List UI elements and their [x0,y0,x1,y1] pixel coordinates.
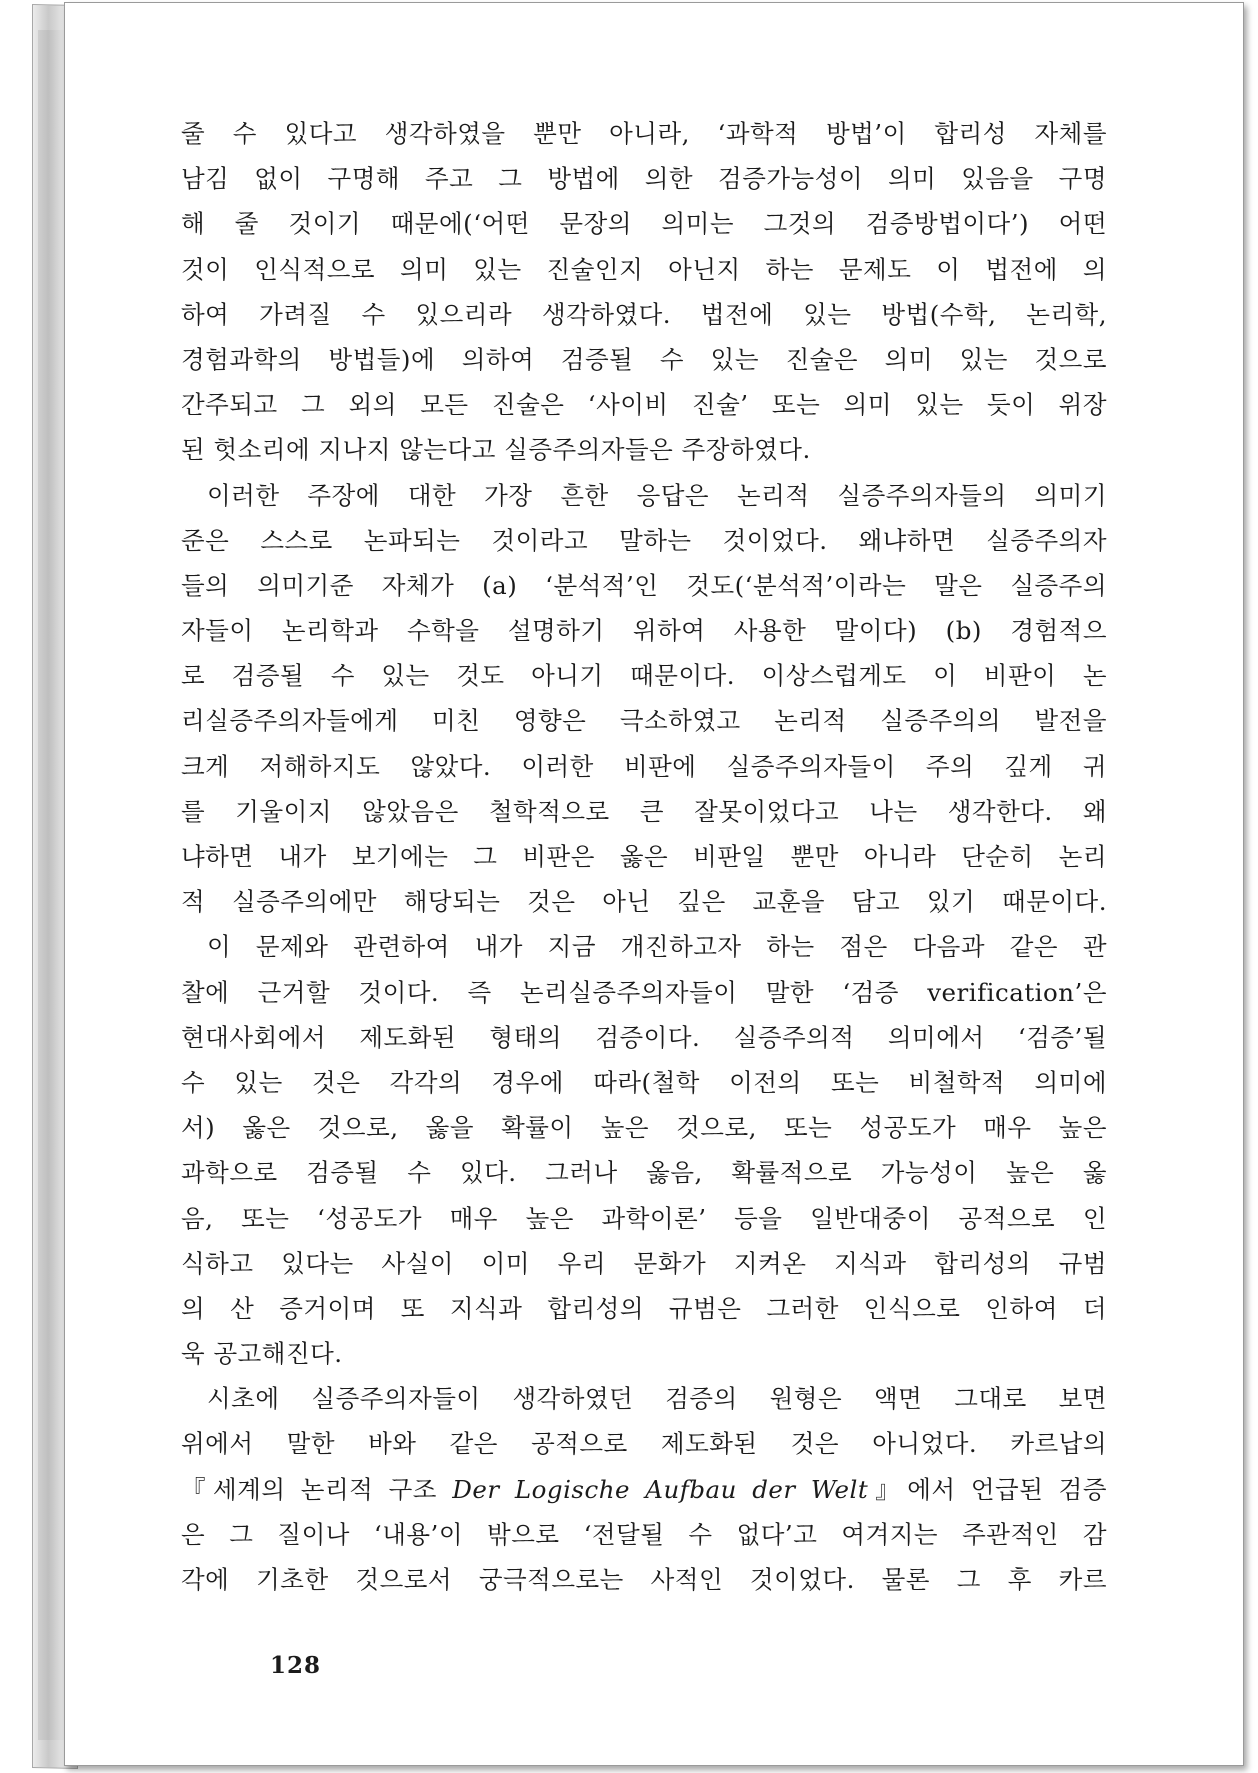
text-line: 경험과학의 방법들)에 의하여 검증될 수 있는 진술은 의미 있는 것으로 [181,344,1107,374]
text-line: 리실증주의자들에게 미친 영향은 극소하였고 논리적 실증주의의 발전을 [181,706,1107,736]
text-line: 과학으로 검증될 수 있다. 그러나 옳음, 확률적으로 가능성이 높은 옳 [181,1158,1107,1188]
text-line: 들의 의미기준 자체가 (a) ‘분석적’인 것도(‘분석적’이라는 말은 실증주의 [181,570,1107,600]
text-line: 수 있는 것은 각각의 경우에 따라(철학 이전의 또는 비철학적 의미에 [181,1067,1107,1097]
text-line: 위에서 말한 바와 같은 공적으로 제도화된 것은 아니었다. 카르납의 [181,1429,1107,1459]
paragraph-start-line: 이 문제와 관련하여 내가 지금 개진하고자 하는 점은 다음과 같은 관 [207,932,1107,962]
text-line: 크게 저해하지도 않았다. 이러한 비판에 실증주의자들이 주의 깊게 귀 [181,751,1107,781]
paragraph-start-line: 이러한 주장에 대한 가장 흔한 응답은 논리적 실증주의자들의 의미기 [207,480,1107,510]
text-line: 준은 스스로 논파되는 것이라고 말하는 것이었다. 왜냐하면 실증주의자 [181,525,1107,555]
text-line: 냐하면 내가 보기에는 그 비판은 옳은 비판일 뿐만 아니라 단순히 논리 [181,842,1107,871]
text-fragment: 』에서 언급된 검증 [868,1474,1108,1504]
paragraph-start-line: 시초에 실증주의자들이 생각하였던 검증의 원형은 액면 그대로 보면 [207,1384,1107,1414]
text-line: 하여 가려질 수 있으리라 생각하였다. 법전에 있는 방법(수학, 논리학, [181,299,1107,329]
text-line: 은 그 질이나 ‘내용’이 밖으로 ‘전달될 수 없다’고 여겨지는 주관적인 감 [181,1519,1107,1549]
book-title-german: Der Logische Aufbau der Welt [452,1474,869,1504]
page-body-text [181,111,1107,1602]
text-line: 남김 없이 구명해 주고 그 방법에 의한 검증가능성이 의미 있음을 구명 [181,164,1107,194]
text-line: 로 검증될 수 있는 것도 아니기 때문이다. 이상스럽게도 이 비판이 논 [181,661,1107,691]
text-line: 욱 공고해진다. [181,1339,343,1369]
page-number: 128 [270,1652,322,1679]
text-line: 각에 기초한 것으로서 궁극적으로는 사적인 것이었다. 물론 그 후 카르 [181,1565,1107,1594]
text-line: 자들이 논리학과 수학을 설명하기 위하여 사용한 말이다) (b) 경험적으 [181,616,1107,646]
text-line: 서) 옳은 것으로, 옳을 확률이 높은 것으로, 또는 성공도가 매우 높은 [181,1113,1107,1143]
text-line: 된 헛소리에 지나지 않는다고 실증주의자들은 주장하였다. [181,435,811,465]
text-line: 적 실증주의에만 해당되는 것은 아닌 깊은 교훈을 담고 있기 때문이다. [181,887,1107,917]
text-line-with-title [181,1467,1107,1512]
text-line: 음, 또는 ‘성공도가 매우 높은 과학이론’ 등을 일반대중이 공적으로 인 [181,1203,1107,1233]
text-line: 해 줄 것이기 때문에(‘어떤 문장의 의미는 그것의 검증방법이다’) 어떤 [181,209,1107,239]
text-line: 찰에 근거할 것이다. 즉 논리실증주의자들이 말한 ‘검증 verification’은 [181,977,1107,1007]
text-line: 식하고 있다는 사실이 이미 우리 문화가 지켜온 지식과 합리성의 규범 [181,1248,1107,1278]
book-title-korean: 『세계의 논리적 구조 [181,1474,453,1504]
text-line: 현대사회에서 제도화된 형태의 검증이다. 실증주의적 의미에서 ‘검증’될 [181,1022,1107,1052]
text-line: 를 기울이지 않았음은 철학적으로 큰 잘못이었다고 나는 생각한다. 왜 [181,796,1107,826]
text-line: 간주되고 그 외의 모든 진술은 ‘사이비 진술’ 또는 의미 있는 듯이 위장 [181,390,1107,420]
text-line: 것이 인식적으로 의미 있는 진술인지 아닌지 하는 문제도 이 법전에 의 [181,254,1107,284]
text-line: 줄 수 있다고 생각하였을 뿐만 아니라, ‘과학적 방법’이 합리성 자체를 [181,119,1107,148]
text-line: 의 산 증거이며 또 지식과 합리성의 규범은 그러한 인식으로 인하여 더 [181,1293,1107,1323]
